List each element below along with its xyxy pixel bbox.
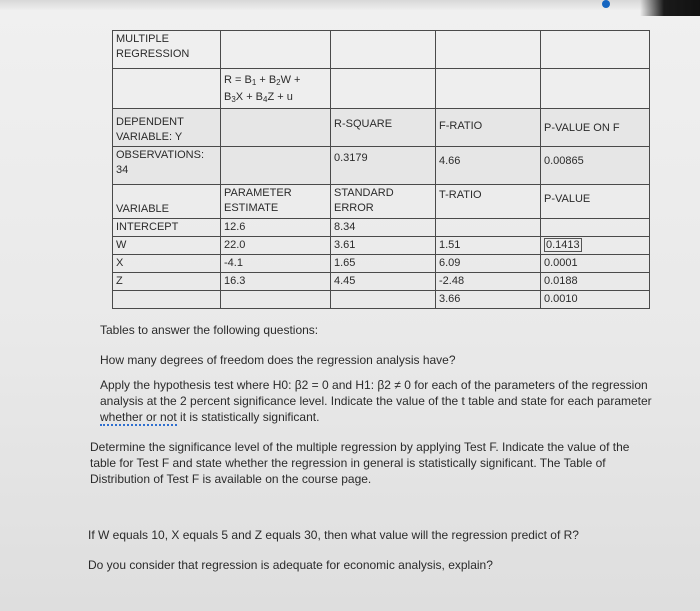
questions-section [88,322,668,573]
blue-dot-mark [602,0,610,8]
dark-corner [640,0,700,16]
table-title-cell [113,31,221,69]
f-ratio-label: F-RATIO [436,109,541,147]
questions-intro: Tables to answer the following questions: [100,323,319,337]
spellcheck-underline-text: whether or not [100,410,177,424]
summary-value-row [113,147,650,185]
question-prediction: If W equals 10, X equals 5 and Z equals 30, then what value will the regression predict of R? [88,528,579,542]
page-top-edge [0,0,700,10]
table-equation-row [113,69,650,109]
col-estimate: PARAMETER ESTIMATE [221,185,331,219]
r-square-value: 0.3179 [331,147,436,185]
boxed-p-value: 0.1413 [546,239,580,251]
col-p-value: P-VALUE [541,185,650,219]
table-row: INTERCEPT 12.6 8.34 [113,219,650,237]
col-std-error: STANDARD ERROR [331,185,436,219]
table-row: W 22.0 3.61 1.51 0.1413 [113,237,650,255]
regression-equation: $R = B_1 + B_2W$ + $B_3X + B_4Z + u$ [221,69,331,109]
question-degrees-of-freedom: How many degrees of freedom does the regression analysis have? [100,353,456,367]
col-variable: VARIABLE [113,185,221,219]
r-square-label: R-SQUARE [331,109,436,147]
summary-label-row [113,109,650,147]
question-f-test: Determine the significance level of the multiple regression by applying Test F. Indicate the value of the table for Test F and state whether the regression in general is statistically significant. The Table of Distribution of Test F is available on the course page. [90,440,630,486]
p-value-f-label: P-VALUE ON F [541,109,650,147]
question-hypothesis-test: Apply the hypothesis test where H0: β2 = 0 and H1: β2 ≠ 0 for each of the parameters of the regression analysis at the 2 percent significance level. Indicate the value of the t table and state for each parameter whether or not it is statistically significant. [100,378,652,424]
question-adequacy: Do you consider that regression is adequate for economic analysis, explain? [88,558,493,572]
table-title-row [113,31,650,69]
table-title-line1: MULTIPLE [116,33,169,45]
table-title-line2: REGRESSION [116,48,190,60]
p-value-f-value: 0.00865 [541,147,650,185]
table-row: 3.66 0.0010 [113,291,650,309]
f-ratio-value: 4.66 [436,147,541,185]
regression-table [112,30,650,309]
column-header-row [113,185,650,219]
dependent-variable-label: DEPENDENT VARIABLE: Y [113,109,221,147]
col-t-ratio: T-RATIO [436,185,541,219]
table-row: X -4.1 1.65 6.09 0.0001 [113,255,650,273]
observations-cell: OBSERVATIONS: 34 [113,147,221,185]
table-row: Z 16.3 4.45 -2.48 0.0188 [113,273,650,291]
